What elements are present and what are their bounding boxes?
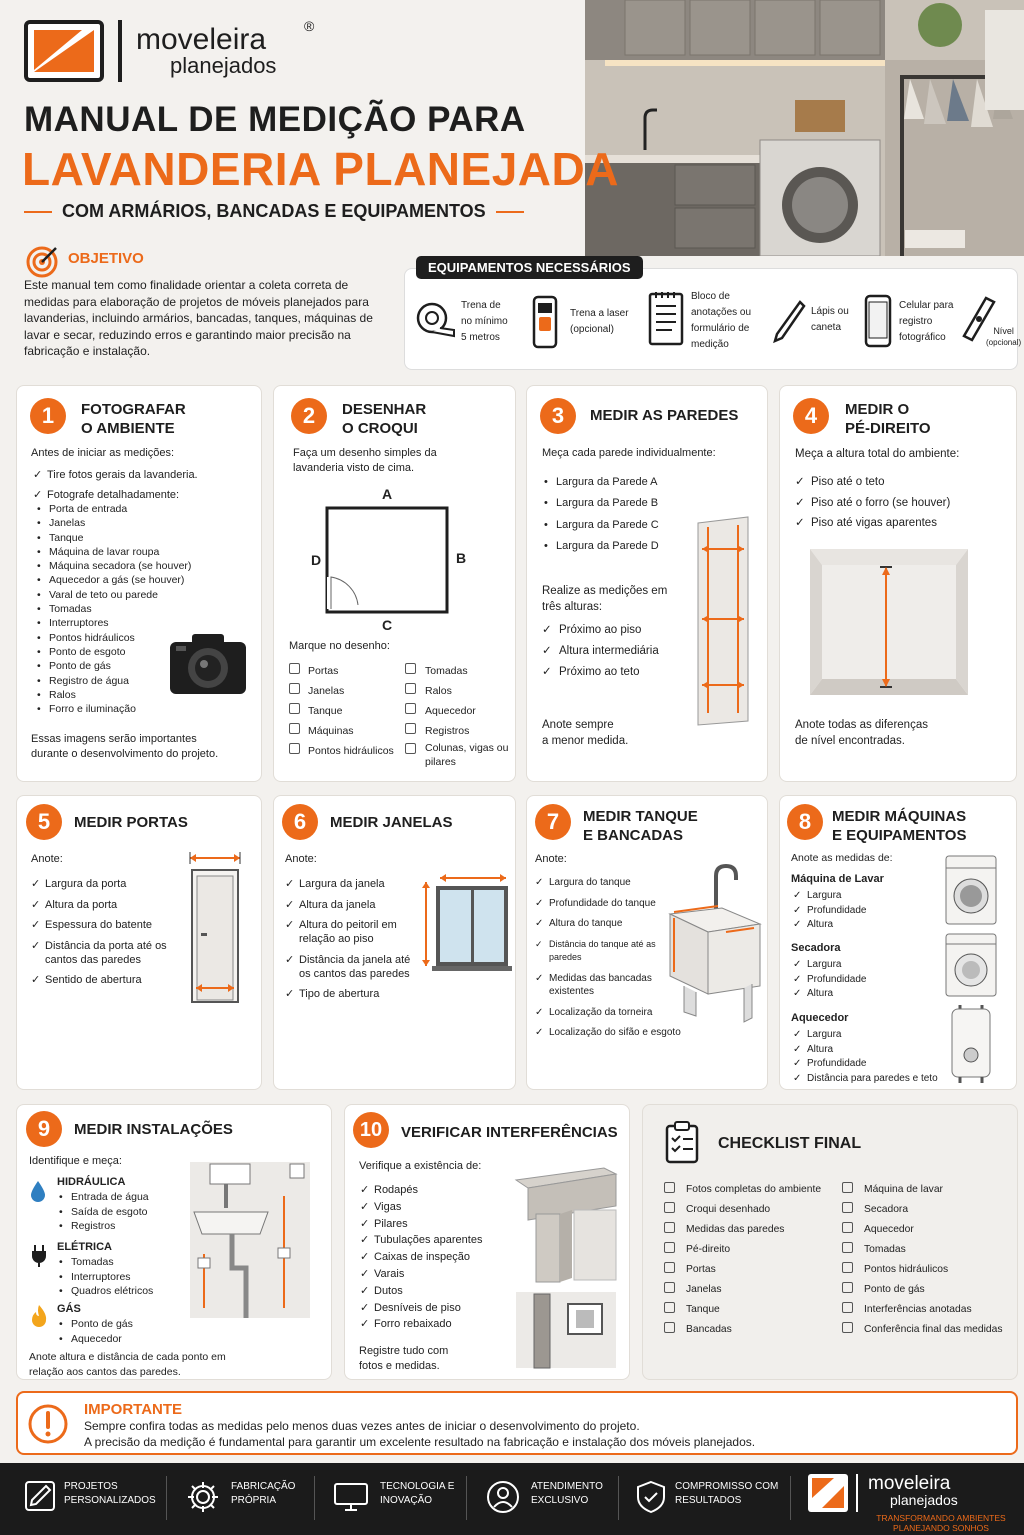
page-title-1: MANUAL DE MEDIÇÃO PARA (24, 100, 526, 139)
list-item: ✓ Largura da janela (285, 877, 417, 891)
brand-name: moveleira (136, 23, 267, 56)
section-7-checks (535, 876, 681, 1040)
list-item: • Ponto de gás (35, 659, 191, 673)
list-item: • Largura da Parede B (542, 493, 659, 514)
equipment-level: Nível (opcional) (986, 326, 1022, 347)
footer-logo-divider (856, 1474, 858, 1512)
list-item: ✓ Largura (793, 1028, 938, 1043)
beam-diagram (514, 1166, 618, 1289)
list-item: ✓ Altura do peitoril em relação ao piso (285, 918, 417, 946)
list-item: ✓ Piso até o forro (se houver) (795, 493, 950, 514)
list-item: Aquecedor (405, 701, 511, 721)
list-item: • Máquina de lavar roupa (35, 545, 191, 559)
equipment-pencil: Lápis ou caneta (811, 306, 849, 333)
list-item: • Interruptores (57, 1270, 153, 1285)
section-9-footer: Anote altura e distância de cada ponto em relação aos cantos das paredes. (29, 1351, 226, 1378)
list-item: ✓ Altura da janela (285, 898, 417, 912)
list-item: ✓ Forro rebaixado (360, 1316, 482, 1333)
pencil-icon (24, 1480, 56, 1517)
section-4-intro: Meça a altura total do ambiente: (795, 448, 960, 460)
section-1-intro: Antes de iniciar as medições: (31, 447, 175, 459)
section-1-title: FOTOGRAFAR O AMBIENTE (81, 401, 186, 437)
wall-label-d: D (311, 552, 322, 568)
list-item: ✓ Largura (793, 958, 867, 973)
equipment-title: EQUIPAMENTOS NECESSÁRIOS (416, 256, 643, 279)
group-list-washer (793, 889, 867, 933)
list-item: ✓ Vigas (360, 1199, 482, 1216)
footer-item-commitment: COMPROMISSO COM RESULTADOS (675, 1481, 779, 1506)
installations-diagram (186, 1158, 318, 1331)
phone-icon (864, 294, 892, 353)
list-item: ✓ Próximo ao piso (542, 620, 659, 641)
section-10-title: VERIFICAR INTERFERÊNCIAS (401, 1124, 618, 1141)
monitor-icon (333, 1482, 369, 1517)
group-list-heater (793, 1028, 938, 1086)
footer-divider (166, 1476, 167, 1520)
list-item: • Ponto de gás (57, 1317, 133, 1332)
section-4-title: MEDIR O PÉ-DIREITO (845, 401, 931, 437)
footer-logo-mark-icon (808, 1474, 848, 1512)
section-2-title: DESENHAR O CROQUI (342, 401, 427, 437)
list-item: ✓ Tubulações aparentes (360, 1232, 482, 1249)
section-1-footer: Essas imagens serão importantes durante o desenvolvimento do projeto. (31, 733, 219, 760)
important-title: IMPORTANTE (84, 1401, 183, 1418)
group-title-heater: Aquecedor (791, 1012, 849, 1024)
list-item: ✓ Rodapés (360, 1182, 482, 1199)
list-item: • Aquecedor (57, 1332, 133, 1347)
list-item: • Registros (57, 1219, 149, 1234)
user-icon (486, 1480, 520, 1519)
list-item: Colunas, vigas ou pilares (405, 741, 511, 769)
step-number-10: 10 (353, 1112, 389, 1148)
group-list-hydraulic (57, 1190, 149, 1234)
section-2-col2 (405, 661, 511, 769)
checklist-item[interactable]: Pé-direito (664, 1240, 821, 1260)
list-item: ✓ Localização da torneira (535, 1006, 665, 1020)
footer-item-factory: FABRICAÇÃO PRÓPRIA (231, 1481, 296, 1506)
list-item: ✓ Distância da janela até os cantos das paredes (285, 953, 417, 981)
footer-item-projects: PROJETOS PERSONALIZADOS (64, 1481, 156, 1506)
list-item: • Largura da Parede C (542, 515, 659, 536)
list-item: • Entrada de água (57, 1190, 149, 1205)
section-10-footer: Registre tudo com fotos e medidas. (359, 1345, 449, 1372)
step-number-6: 6 (282, 804, 318, 840)
checklist-col2 (842, 1180, 1003, 1340)
section-4-footer: Anote todas as diferenças de nível encontradas. (795, 719, 928, 747)
list-item: Ralos (405, 681, 511, 701)
list-item: ✓ Distância da porta até os cantos das paredes (31, 939, 179, 967)
objective-title: OBJETIVO (68, 250, 144, 267)
tape-measure-icon (414, 298, 456, 345)
checklist-item[interactable]: Interferências anotadas (842, 1300, 1003, 1320)
checklist-item[interactable]: Bancadas (664, 1320, 821, 1340)
washing-machine-icon (944, 854, 998, 931)
footer-divider (314, 1476, 315, 1520)
group-title-hydraulic: HIDRÁULICA (57, 1176, 126, 1188)
list-item: • Largura da Parede D (542, 536, 659, 557)
checklist-item[interactable]: Conferência final das medidas (842, 1320, 1003, 1340)
checklist-item[interactable]: Secadora (842, 1200, 1003, 1220)
section-10-intro: Verifique a existência de: (359, 1160, 482, 1172)
list-item: ✓ Altura (793, 918, 867, 933)
pipe-diagram (514, 1290, 618, 1375)
group-title-gas: GÁS (57, 1303, 81, 1315)
step-number-2: 2 (291, 398, 327, 434)
list-item: ✓ Largura (793, 889, 867, 904)
camera-icon (168, 630, 248, 701)
step-number-9: 9 (26, 1111, 62, 1147)
page-title-2: LAVANDERIA PLANEJADA (22, 143, 619, 195)
page-subtitle (24, 201, 524, 222)
step-number-4: 4 (793, 398, 829, 434)
list-item: ✓ Desníveis de piso (360, 1300, 482, 1317)
list-item: ✓ Largura do tanque (535, 876, 665, 890)
list-item: ✓ Altura (793, 1043, 938, 1058)
checklist-item[interactable]: Ponto de gás (842, 1280, 1003, 1300)
checklist-item[interactable]: Fotos completas do ambiente (664, 1180, 821, 1200)
step-number-3: 3 (540, 398, 576, 434)
pencil-icon (772, 298, 806, 349)
list-item: ✓ Distância do tanque até as paredes (535, 938, 665, 965)
objective-text: Este manual tem como finalidade orientar a coleta correta de medidas para elaboração de projetos de móveis planejados para lavanderias, incluindo armários, bancadas, tanques, máquinas de lavar e secar, reduzindo erros e garantindo maior precisão na fabricação e instalação. (24, 278, 373, 358)
laser-meter-icon (532, 295, 558, 354)
list-item: ✓ Dutos (360, 1283, 482, 1300)
group-list-electric (57, 1255, 153, 1299)
section-5-title: MEDIR PORTAS (74, 814, 188, 831)
list-item: • Ralos (35, 688, 191, 702)
footer-brand-name-2: planejados (890, 1492, 958, 1508)
list-item: ✓ Medidas das bancadas existentes (535, 972, 665, 999)
list-item: ✓ Largura da porta (31, 877, 179, 891)
equipment-laser: Trena a laser (opcional) (570, 308, 629, 335)
group-title-dryer: Secadora (791, 942, 841, 954)
list-item: Registros (405, 721, 511, 741)
list-item: ✓ Localização do sifão e esgoto (535, 1026, 665, 1040)
list-item: • Janelas (35, 516, 191, 530)
section-4-checks (795, 472, 950, 534)
section-3-heights: Realize as medições em três alturas: (542, 585, 668, 613)
list-item: ✓ Fotografe detalhadamente: (33, 485, 198, 505)
step-number-1: 1 (30, 398, 66, 434)
list-item: Portas (289, 661, 394, 681)
list-item: • Saída de esgoto (57, 1205, 149, 1220)
floor-plan-sketch (324, 505, 450, 620)
list-item: ✓ Espessura do batente (31, 918, 179, 932)
section-3-intro: Meça cada parede individualmente: (542, 447, 716, 459)
footer-item-service: ATENDIMENTO EXCLUSIVO (531, 1481, 603, 1506)
list-item: ✓ Profundidade (793, 973, 867, 988)
section-3-footer: Anote sempre a menor medida. (542, 719, 629, 747)
wall-measure-diagram (696, 515, 752, 732)
list-item: ✓ Piso até vigas aparentes (795, 513, 950, 534)
section-7-intro: Anote: (535, 853, 567, 865)
section-1-checks (33, 465, 198, 505)
section-5-checks (31, 877, 179, 987)
list-item: ✓ Altura intermediária (542, 641, 659, 662)
footer-divider (790, 1476, 791, 1520)
brand-logo (24, 20, 276, 82)
list-item: ✓ Varais (360, 1266, 482, 1283)
checklist-title: CHECKLIST FINAL (718, 1135, 862, 1152)
list-item: ✓ Sentido de abertura (31, 973, 179, 987)
footer-item-tech: TECNOLOGIA E INOVAÇÃO (380, 1481, 455, 1506)
laundry-photo (585, 0, 1024, 256)
important-line-1: Sempre confira todas as medidas pelo menos duas vezes antes de iniciar o desenvolvimento do projeto. (84, 1419, 640, 1433)
group-title-electric: ELÉTRICA (57, 1241, 112, 1253)
checklist-item[interactable]: Croqui desenhado (664, 1200, 821, 1220)
step-number-5: 5 (26, 804, 62, 840)
section-8-intro: Anote as medidas de: (791, 852, 893, 864)
section-5-intro: Anote: (31, 853, 63, 865)
list-item: • Ponto de esgoto (35, 645, 191, 659)
list-item: ✓ Caixas de inspeção (360, 1249, 482, 1266)
section-7-title: MEDIR TANQUE E BANCADAS (583, 808, 698, 844)
checklist-item[interactable]: Aquecedor (842, 1220, 1003, 1240)
section-9-title: MEDIR INSTALAÇÕES (74, 1121, 233, 1138)
section-2-col1 (289, 661, 394, 761)
list-item: • Porta de entrada (35, 502, 191, 516)
list-item: • Tanque (35, 531, 191, 545)
clipboard-icon (664, 1120, 700, 1169)
checklist-col1 (664, 1180, 821, 1340)
window-diagram (420, 872, 512, 983)
list-item: • Quadros elétricos (57, 1284, 153, 1299)
footer-divider (466, 1476, 467, 1520)
equipment-tape: Trena de no mínimo 5 metros (461, 300, 508, 343)
list-item: • Tomadas (35, 602, 191, 616)
section-3-items (542, 472, 659, 557)
checklist-item[interactable]: Portas (664, 1260, 821, 1280)
checklist-item[interactable]: Medidas das paredes (664, 1220, 821, 1240)
step-number-7: 7 (535, 804, 571, 840)
checklist-item[interactable]: Máquina de lavar (842, 1180, 1003, 1200)
water-drop-icon (30, 1180, 46, 1207)
list-item: ✓ Profundidade do tanque (535, 897, 665, 911)
section-2-intro: Faça um desenho simples da lavanderia visto de cima. (293, 447, 437, 474)
group-title-washer: Máquina de Lavar (791, 873, 884, 885)
warning-icon (27, 1403, 69, 1450)
list-item: ✓ Profundidade (793, 904, 867, 919)
gear-icon (186, 1480, 220, 1519)
water-heater-icon (948, 1003, 994, 1090)
wall-label-b: B (456, 550, 467, 566)
list-item: ✓ Altura da porta (31, 898, 179, 912)
list-item: • Largura da Parede A (542, 472, 659, 493)
ceiling-height-diagram (808, 547, 970, 702)
footer-brand-name: moveleira (868, 1473, 951, 1494)
wall-label-c: C (382, 617, 393, 633)
list-item: ✓ Distância para paredes e teto (793, 1072, 938, 1087)
important-line-2: A precisão da medição é fundamental para garantir um excelente resultado na fabricação e instalação dos móveis planejados. (84, 1435, 756, 1449)
list-item: ✓ Pilares (360, 1216, 482, 1233)
section-6-title: MEDIR JANELAS (330, 814, 453, 831)
checklist-item[interactable]: Janelas (664, 1280, 821, 1300)
checklist-item[interactable]: Pontos hidráulicos (842, 1260, 1003, 1280)
sink-diagram (666, 862, 764, 1037)
list-item: • Tomadas (57, 1255, 153, 1270)
list-item: ✓ Tire fotos gerais da lavanderia. (33, 465, 198, 485)
list-item: Pontos hidráulicos (289, 741, 394, 761)
section-6-checks (285, 877, 417, 1001)
checklist-item[interactable]: Tanque (664, 1300, 821, 1320)
section-8-title: MEDIR MÁQUINAS E EQUIPAMENTOS (832, 808, 967, 844)
list-item: ✓ Próximo ao teto (542, 662, 659, 683)
checklist-item[interactable]: Tomadas (842, 1240, 1003, 1260)
list-item: • Interruptores (35, 616, 191, 630)
list-item: • Varal de teto ou parede (35, 588, 191, 602)
list-item: • Pontos hidráulicos (35, 631, 191, 645)
footer-slogan: TRANSFORMANDO AMBIENTES PLANEJANDO SONHOS (876, 1513, 1006, 1533)
section-9-intro: Identifique e meça: (29, 1155, 122, 1167)
section-2-mark: Marque no desenho: (289, 640, 390, 652)
section-3-title: MEDIR AS PAREDES (590, 407, 739, 424)
footer-divider (618, 1476, 619, 1520)
equipment-notepad: Bloco de anotações ou formulário de medição (691, 291, 752, 350)
step-number-8: 8 (787, 804, 823, 840)
subtitle-text: COM ARMÁRIOS, BANCADAS E EQUIPAMENTOS (62, 201, 486, 221)
list-item: ✓ Altura do tanque (535, 917, 665, 931)
list-item: Máquinas (289, 721, 394, 741)
group-list-dryer (793, 958, 867, 1002)
list-item: Janelas (289, 681, 394, 701)
brand-name-2: planejados (170, 53, 277, 78)
list-item: • Máquina secadora (se houver) (35, 559, 191, 573)
section-3-checks (542, 620, 659, 683)
door-diagram (186, 850, 246, 1013)
section-6-intro: Anote: (285, 853, 317, 865)
list-item: ✓ Altura (793, 987, 867, 1002)
shield-check-icon (636, 1480, 666, 1519)
list-item: • Aquecedor a gás (se houver) (35, 573, 191, 587)
list-item: ✓ Tipo de abertura (285, 987, 417, 1001)
notepad-icon (648, 290, 684, 351)
list-item: • Registro de água (35, 674, 191, 688)
list-item: Tanque (289, 701, 394, 721)
logo-divider (118, 20, 122, 82)
dryer-icon (944, 932, 998, 1003)
group-list-gas (57, 1317, 133, 1346)
list-item: ✓ Piso até o teto (795, 472, 950, 493)
logo-mark-icon (24, 20, 104, 82)
list-item: • Forro e iluminação (35, 702, 191, 716)
list-item: ✓ Profundidade (793, 1057, 938, 1072)
plug-icon (30, 1244, 48, 1273)
equipment-phone: Celular para registro fotográfico (899, 300, 954, 343)
wall-label-a: A (382, 486, 393, 502)
registered-mark: ® (304, 18, 315, 34)
flame-icon (30, 1304, 48, 1333)
section-10-checks (360, 1182, 482, 1333)
list-item: Tomadas (405, 661, 511, 681)
